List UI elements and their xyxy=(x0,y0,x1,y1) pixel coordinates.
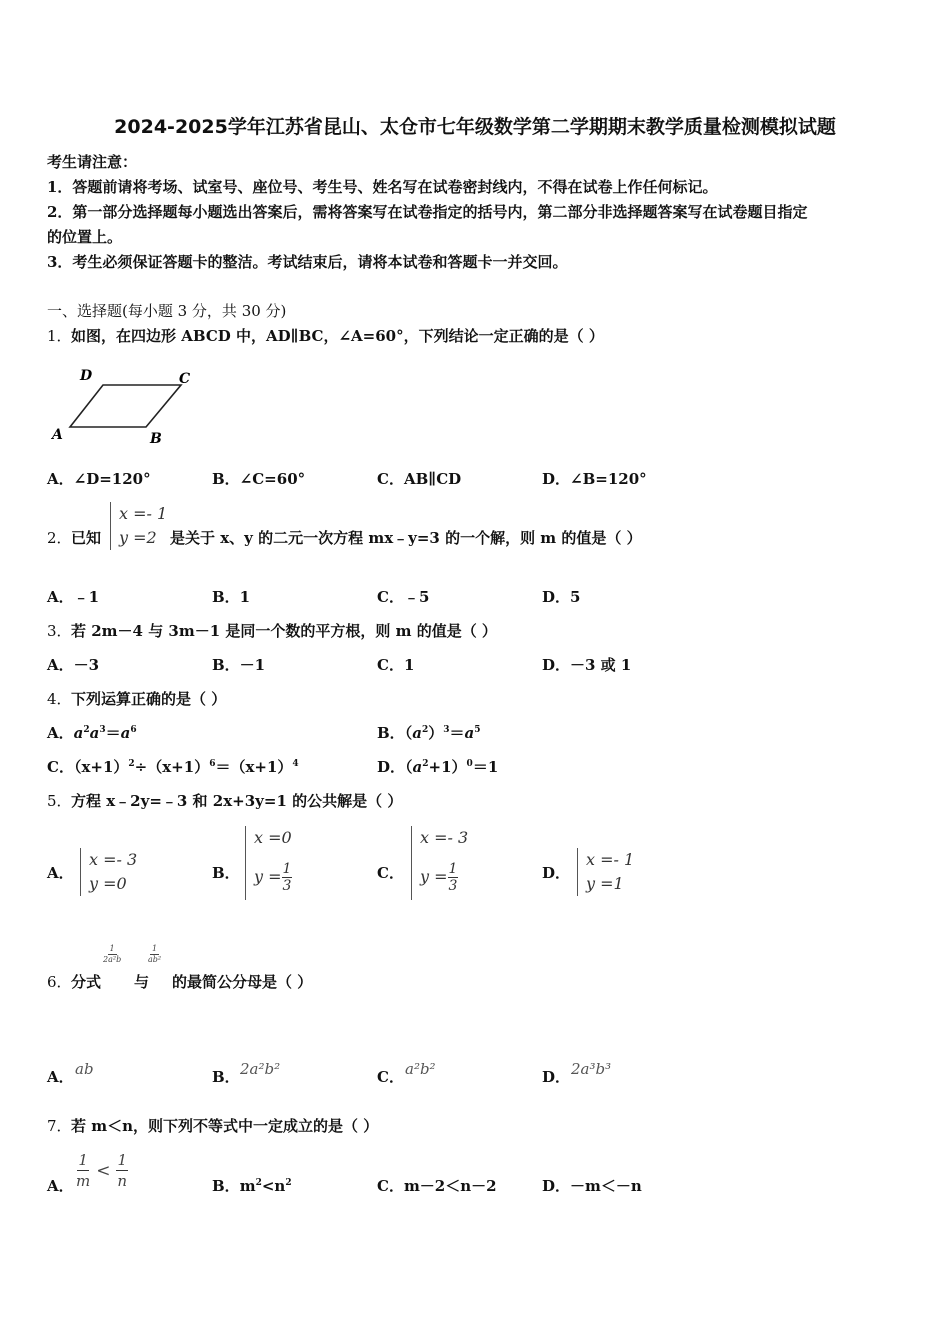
q4a-exp-1: 2 xyxy=(83,725,90,735)
q3-option-b: B．－1 xyxy=(212,656,266,674)
q4c-divide: ÷（x+1） xyxy=(134,758,210,776)
q4d-equals: ＝1 xyxy=(472,758,499,776)
q5c-denominator: 3 xyxy=(448,878,458,894)
q4b-exp: 2 xyxy=(421,725,429,735)
q4d-outer-exp: 0 xyxy=(466,759,473,769)
q7b-m: m xyxy=(239,1177,256,1195)
q4b-label: B． xyxy=(377,724,405,742)
q4d-base: a xyxy=(412,758,423,776)
q4a-base-3: a xyxy=(120,724,131,742)
q2-system-row-2: y =2 xyxy=(119,528,157,547)
q5b-row-2-pre: y = xyxy=(254,867,282,886)
q7-option-d: D．－m＜－n xyxy=(542,1177,642,1195)
q4b-outer-exp: 3 xyxy=(443,725,450,735)
q5-option-b-label: B． xyxy=(212,864,240,882)
q4c-label: C． xyxy=(47,758,74,776)
q7a-denominator-2: n xyxy=(117,1172,128,1190)
q6-f1-numerator: 1 xyxy=(109,944,115,953)
q1-text: 如图，在四边形 ABCD 中，AD∥BC，∠A=60°，下列结论一定正确的是（ ） xyxy=(71,327,604,345)
exam-title: 2024-2025学年江苏省昆山、太仓市七年级数学第二学期期末教学质量检测模拟试题 xyxy=(114,116,836,138)
q4a-exp-3: 6 xyxy=(130,725,137,735)
q4b-close: ） xyxy=(428,724,444,742)
q1-option-c: C．AB∥CD xyxy=(377,470,462,488)
q4a-base-2: a xyxy=(89,724,100,742)
q5c-numerator: 1 xyxy=(448,861,458,877)
q4b-open: （ xyxy=(404,724,413,742)
q4-number: 4． xyxy=(47,690,72,708)
q1-number: 1． xyxy=(47,327,72,345)
notice-line-2a: 2．第一部分选择题每小题选出答案后，需将答案写在试卷指定的括号内，第二部分非选择题答案写在试卷题目指定 xyxy=(47,203,808,221)
q7-option-a-label: A． xyxy=(47,1177,74,1195)
q2-option-b: B．1 xyxy=(212,588,251,606)
q4a-equals: ＝ xyxy=(105,724,121,742)
q5-number: 5． xyxy=(47,792,72,810)
q5-option-d-label: D． xyxy=(542,864,571,882)
q6-option-d-expr: 2a³b³ xyxy=(571,1060,612,1078)
q5d-row-2: y =1 xyxy=(586,874,624,893)
q5c-row-2-pre: y = xyxy=(420,867,448,886)
q5b-numerator: 1 xyxy=(282,861,292,877)
q6-option-c-label: C． xyxy=(377,1068,404,1086)
q3-option-d: D．－3 或 1 xyxy=(542,656,632,674)
q5a-row-1: x =- 3 xyxy=(89,850,138,869)
q2-pre: 已知 xyxy=(71,529,102,547)
q5b-row-1: x =0 xyxy=(254,828,292,847)
q1-option-b: B．∠C=60° xyxy=(212,470,306,488)
q7-text: 若 m＜n，则下列不等式中一定成立的是（ ） xyxy=(71,1117,379,1135)
q7a-numerator-2: 1 xyxy=(117,1151,128,1169)
q6-number: 6． xyxy=(47,973,72,991)
q4b-result-exp: 5 xyxy=(474,725,481,735)
q6-option-a-label: A． xyxy=(47,1068,74,1086)
q2-text: 是关于 x、y 的二元一次方程 mx﹣y=3 的一个解，则 m 的值是（ ） xyxy=(170,529,642,547)
q3-number: 3． xyxy=(47,622,72,640)
q5-option-a-label: A． xyxy=(47,864,74,882)
q4-option-a xyxy=(47,723,137,743)
q5-option-c-system xyxy=(411,826,468,900)
q7a-relation: < xyxy=(96,1160,111,1181)
vertex-label-c: C xyxy=(179,371,191,387)
section-choice-heading: 一、选择题(每小题 3 分，共 30 分) xyxy=(47,302,287,320)
q4d-open: （ xyxy=(405,758,413,776)
q4c-part-1: （x+1） xyxy=(73,758,129,776)
q2-equation-system xyxy=(110,502,167,550)
notice-line-1: 1．答题前请将考场、试室号、座位号、考生号、姓名写在试卷密封线内，不得在试卷上作任何标记。 xyxy=(47,178,718,196)
q1-option-a: A．∠D=120° xyxy=(47,470,151,488)
q6-option-b-expr: 2a²b² xyxy=(240,1060,281,1078)
q4b-result: a xyxy=(464,724,475,742)
q6-option-b-label: B． xyxy=(212,1068,240,1086)
q6-option-d-label: D． xyxy=(542,1068,571,1086)
q6-f2-denominator: ab² xyxy=(148,955,162,964)
vertex-label-d: D xyxy=(80,368,93,384)
q6-mid: 与 xyxy=(134,973,150,991)
q5-text: 方程 x﹣2y=﹣3 和 2x+3y=1 的公共解是（ ） xyxy=(71,792,403,810)
q4a-base-1: a xyxy=(73,724,84,742)
q5-option-d-system xyxy=(577,848,634,896)
q4-text: 下列运算正确的是（ ） xyxy=(71,690,227,708)
q7a-numerator-1: 1 xyxy=(78,1151,88,1169)
q6-f2-numerator: 1 xyxy=(152,944,158,953)
q4-option-c xyxy=(47,757,299,777)
q6-fraction-1 xyxy=(103,944,121,965)
q4d-rest: +1） xyxy=(428,758,467,776)
vertex-label-b: B xyxy=(150,431,162,447)
q7-option-c: C．m－2＜n－2 xyxy=(377,1177,497,1195)
q4-option-b xyxy=(377,723,481,743)
q4d-label: D． xyxy=(377,758,406,776)
q4a-exp-2: 3 xyxy=(99,725,106,735)
q5-option-a-system xyxy=(80,848,137,896)
q4b-base: a xyxy=(412,724,422,742)
q5d-row-1: x =- 1 xyxy=(586,850,635,869)
q2-option-a: A．﹣1 xyxy=(47,588,100,606)
q3-option-a: A．－3 xyxy=(47,656,100,674)
q7-number: 7． xyxy=(47,1117,72,1135)
q1-option-d: D．∠B=120° xyxy=(542,470,647,488)
q7b-relation: <n xyxy=(261,1177,286,1195)
q7b-exp-2: 2 xyxy=(285,1178,292,1188)
q4b-equals: ＝ xyxy=(449,724,465,742)
q2-number: 2． xyxy=(47,529,72,547)
q2-option-c: C．﹣5 xyxy=(377,588,430,606)
q4c-equals: ＝（x+1） xyxy=(215,758,293,776)
notice-line-2b: 的位置上。 xyxy=(47,228,123,246)
quadrilateral-abcd xyxy=(70,385,181,427)
notice-line-3: 3．考生必须保证答题卡的整洁。考试结束后，请将本试卷和答题卡一并交回。 xyxy=(47,253,568,271)
q6-f1-denominator: 2a²b xyxy=(103,955,122,964)
q3-text: 若 2m－4 与 3m－1 是同一个数的平方根，则 m 的值是（ ） xyxy=(71,622,497,640)
q5c-row-2 xyxy=(420,854,468,900)
q5-option-b-system xyxy=(245,826,292,900)
q7b-exp-1: 2 xyxy=(255,1178,262,1188)
q6-option-a-expr: ab xyxy=(75,1060,94,1078)
q4-option-d xyxy=(377,757,498,777)
q7-option-a-expr xyxy=(76,1150,128,1191)
q1-quadrilateral-figure xyxy=(48,365,208,450)
q4a-label: A． xyxy=(47,724,74,742)
q4c-exp-2: 6 xyxy=(209,759,216,769)
notice-heading: 考生请注意： xyxy=(47,153,138,171)
q6-fraction-2 xyxy=(148,944,161,965)
q4c-exp-1: 2 xyxy=(128,759,135,769)
q2-option-d: D．5 xyxy=(542,588,581,606)
q5b-row-2 xyxy=(254,854,292,900)
q5b-denominator: 3 xyxy=(282,878,292,894)
q7a-denominator-1: m xyxy=(76,1172,91,1190)
q5-option-c-label: C． xyxy=(377,864,404,882)
q6-pre: 分式 xyxy=(71,973,102,991)
q7b-label: B． xyxy=(212,1177,240,1195)
q7-option-b xyxy=(212,1176,292,1196)
q3-option-c: C．1 xyxy=(377,656,415,674)
q6-option-c-expr: a²b² xyxy=(405,1060,436,1078)
vertex-label-a: A xyxy=(52,427,63,443)
q6-text: 的最简公分母是（ ） xyxy=(172,973,313,991)
q4d-exp: 2 xyxy=(422,759,429,769)
q5a-row-2: y =0 xyxy=(89,874,127,893)
q4c-exp-3: 4 xyxy=(292,759,299,769)
q2-system-row-1: x =- 1 xyxy=(119,504,168,523)
q5c-row-1: x =- 3 xyxy=(420,828,469,847)
